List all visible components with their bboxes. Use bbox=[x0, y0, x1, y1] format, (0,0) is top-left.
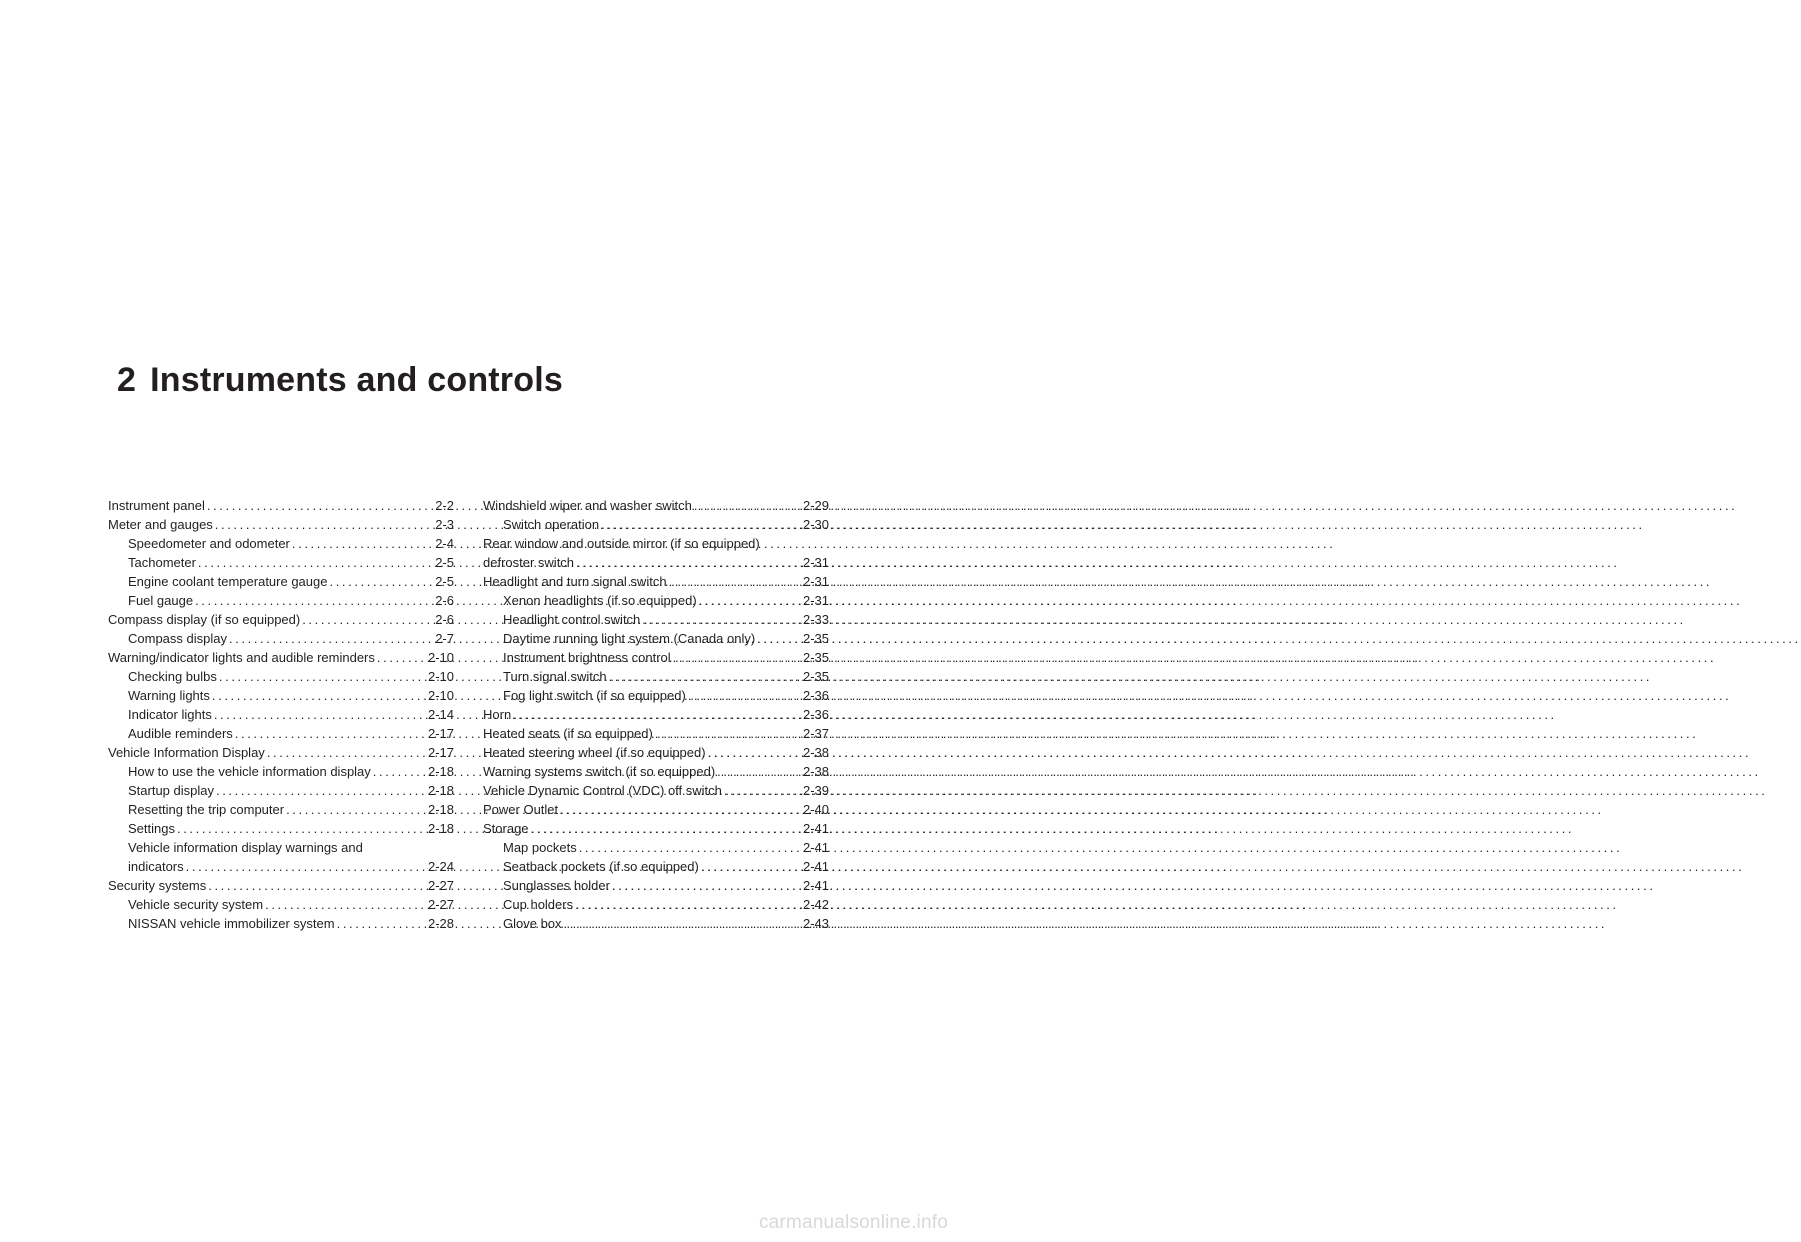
watermark: carmanualsonline.info bbox=[758, 1212, 948, 1233]
dot-leader bbox=[667, 572, 803, 591]
dot-leader bbox=[529, 819, 803, 838]
toc-entry-label: Vehicle Dynamic Control (VDC) off switch bbox=[483, 783, 722, 798]
toc-entry-page: 2-5 bbox=[435, 555, 454, 570]
toc-entry[interactable] bbox=[483, 857, 829, 876]
toc-entry-label: Heated steering wheel (if so equipped) bbox=[483, 745, 706, 760]
toc-entry[interactable] bbox=[483, 496, 829, 515]
toc-entry-label: Fog light switch (if so equipped) bbox=[503, 688, 686, 703]
toc-entry-page: 2-17 bbox=[427, 726, 454, 741]
toc-entry-label: Daytime running light system (Canada only) bbox=[503, 631, 756, 646]
toc-entry-page: 2-40 bbox=[802, 802, 829, 817]
toc-entry-label: Sunglasses holder bbox=[503, 878, 610, 893]
toc-entry[interactable] bbox=[108, 781, 454, 800]
toc-entry[interactable] bbox=[483, 800, 829, 819]
toc-entry[interactable] bbox=[108, 743, 454, 762]
toc-right-column bbox=[483, 496, 829, 933]
toc-entry[interactable] bbox=[483, 914, 829, 933]
dot-leader bbox=[577, 838, 803, 857]
toc-entry-label: Warning lights bbox=[128, 688, 210, 703]
toc-entry[interactable] bbox=[108, 724, 454, 743]
dot-leader bbox=[371, 762, 428, 781]
toc-entry-label-line1: Vehicle information display warnings and bbox=[128, 840, 363, 855]
toc-entry-label: Horn bbox=[483, 707, 512, 722]
dot-leader bbox=[196, 553, 435, 572]
dot-leader bbox=[692, 496, 803, 515]
toc-entry[interactable] bbox=[108, 686, 454, 705]
toc-entry[interactable] bbox=[483, 629, 829, 648]
dot-leader bbox=[265, 743, 428, 762]
toc-entry[interactable] bbox=[108, 572, 454, 591]
toc-entry-page: 2-37 bbox=[802, 726, 829, 741]
toc-entry-page: 2-30 bbox=[802, 517, 829, 532]
dot-leader bbox=[599, 515, 803, 534]
toc-entry-label: NISSAN vehicle immobilizer system bbox=[128, 916, 335, 931]
toc-entry-page: 2-4 bbox=[435, 536, 454, 551]
toc-entry-label: defroster switch bbox=[483, 555, 575, 570]
dot-leader bbox=[511, 705, 803, 724]
toc-entry[interactable] bbox=[108, 895, 454, 914]
toc-entry-label: Fuel gauge bbox=[128, 593, 194, 608]
toc-entry-page: 2-38 bbox=[802, 764, 829, 779]
dot-leader bbox=[558, 800, 803, 819]
toc-entry[interactable] bbox=[108, 667, 454, 686]
toc-entry-page: 2-31 bbox=[802, 574, 829, 589]
toc-entry-page: 2-3 bbox=[435, 517, 454, 532]
toc-entry-page: 2-28 bbox=[427, 916, 454, 931]
toc-entry-page: 2-10 bbox=[427, 688, 454, 703]
chapter-number: 2 bbox=[117, 361, 137, 399]
toc-entry[interactable] bbox=[483, 591, 829, 610]
toc-entry-page: 2-7 bbox=[435, 631, 454, 646]
toc-entry-label: Compass display (if so equipped) bbox=[108, 612, 301, 627]
dot-leader bbox=[640, 610, 803, 629]
toc-entry-label: Vehicle Information Display bbox=[108, 745, 265, 760]
dot-leader bbox=[686, 686, 803, 705]
dot-leader bbox=[193, 591, 435, 610]
toc-entry-label: Compass display bbox=[128, 631, 227, 646]
toc-entry[interactable] bbox=[108, 534, 454, 553]
toc-entry-label: Map pockets bbox=[503, 840, 577, 855]
toc-entry-label: Cup holders bbox=[503, 897, 574, 912]
dot-leader bbox=[653, 724, 803, 743]
toc-entry-page: 2-36 bbox=[802, 707, 829, 722]
toc-entry[interactable] bbox=[108, 553, 454, 572]
toc-entry-page: 2-35 bbox=[802, 669, 829, 684]
toc-entry-label: Security systems bbox=[108, 878, 207, 893]
dot-leader bbox=[755, 629, 803, 648]
toc-entry-label: Power Outlet bbox=[483, 802, 559, 817]
toc-entry-label: Glove box bbox=[503, 916, 562, 931]
toc-entry-label: Engine coolant temperature gauge bbox=[128, 574, 328, 589]
dot-leader bbox=[697, 591, 803, 610]
dot-leader bbox=[722, 781, 803, 800]
toc-entry-page: 2-10 bbox=[427, 669, 454, 684]
toc-entry[interactable] bbox=[108, 819, 454, 838]
toc-entry[interactable] bbox=[483, 667, 829, 686]
toc-entry-page: 2-10 bbox=[427, 650, 454, 665]
dot-leader bbox=[175, 819, 428, 838]
toc-entry-page: 2-17 bbox=[427, 745, 454, 760]
toc-entry[interactable] bbox=[483, 648, 829, 667]
toc-entry[interactable] bbox=[483, 724, 829, 743]
toc-entry-label: Headlight control switch bbox=[503, 612, 641, 627]
toc-entry-page: 2-5 bbox=[435, 574, 454, 589]
toc-entry[interactable] bbox=[483, 515, 829, 534]
dot-leader bbox=[213, 515, 435, 534]
dot-leader bbox=[610, 876, 803, 895]
toc-entry[interactable] bbox=[108, 857, 454, 876]
toc-entry[interactable] bbox=[483, 610, 829, 629]
toc-entry[interactable] bbox=[108, 610, 454, 629]
toc-entry[interactable] bbox=[483, 572, 829, 591]
toc-entry[interactable] bbox=[108, 876, 454, 895]
dot-leader bbox=[233, 724, 428, 743]
toc-entry-label: Meter and gauges bbox=[108, 517, 213, 532]
dot-leader bbox=[210, 686, 428, 705]
dot-leader bbox=[184, 857, 428, 876]
toc-entry-label: Tachometer bbox=[128, 555, 196, 570]
toc-entry[interactable] bbox=[108, 629, 454, 648]
dot-leader bbox=[573, 895, 803, 914]
dot-leader bbox=[335, 914, 428, 933]
toc-entry[interactable] bbox=[483, 743, 829, 762]
toc-entry-page: 2-27 bbox=[427, 878, 454, 893]
toc-entry-label: Instrument brightness control bbox=[503, 650, 671, 665]
toc-entry[interactable] bbox=[483, 781, 829, 800]
toc-entry-label: Headlight and turn signal switch bbox=[483, 574, 667, 589]
toc-entry-label: indicators bbox=[128, 859, 184, 874]
toc-entry-label: How to use the vehicle information display bbox=[128, 764, 371, 779]
toc-entry-label: Instrument panel bbox=[108, 498, 205, 513]
dot-leader bbox=[205, 496, 435, 515]
toc-entry-label: Storage bbox=[483, 821, 529, 836]
toc-entry-page: 2-41 bbox=[802, 840, 829, 855]
dot-leader bbox=[290, 534, 435, 553]
toc-entry-page: 2-31 bbox=[802, 593, 829, 608]
dot-leader bbox=[214, 781, 428, 800]
toc-entry-page: 2-39 bbox=[802, 783, 829, 798]
dot-leader bbox=[227, 629, 435, 648]
toc-entry-page: 2-31 bbox=[802, 555, 829, 570]
toc-entry[interactable] bbox=[108, 800, 454, 819]
toc-entry[interactable] bbox=[483, 686, 829, 705]
toc-left-column bbox=[108, 496, 454, 933]
toc-entry-label: Indicator lights bbox=[128, 707, 212, 722]
toc-entry-page: 2-43 bbox=[802, 916, 829, 931]
toc-entry-page: 2-18 bbox=[427, 783, 454, 798]
toc-entry[interactable] bbox=[108, 591, 454, 610]
dot-leader bbox=[715, 762, 803, 781]
dot-leader bbox=[300, 610, 435, 629]
toc-entry[interactable] bbox=[483, 705, 829, 724]
toc-entry-page: 2-27 bbox=[427, 897, 454, 912]
toc-entry[interactable] bbox=[108, 705, 454, 724]
toc-entry[interactable] bbox=[108, 648, 454, 667]
dot-leader bbox=[263, 895, 428, 914]
toc-entry-page: 2-6 bbox=[435, 612, 454, 627]
toc-entry-label: Warning systems switch (if so equipped) bbox=[483, 764, 716, 779]
dot-leader bbox=[375, 648, 428, 667]
toc-entry-page: 2-35 bbox=[802, 631, 829, 646]
toc-entry-label: Turn signal switch bbox=[503, 669, 607, 684]
dot-leader bbox=[699, 857, 803, 876]
toc-entry-page: 2-35 bbox=[802, 650, 829, 665]
toc-entry-label-line1: Rear window and outside mirror (if so equipped) bbox=[483, 536, 760, 551]
dot-leader bbox=[671, 648, 803, 667]
toc-entry-label: Warning/indicator lights and audible reminders bbox=[108, 650, 375, 665]
toc-entry-page: 2-33 bbox=[802, 612, 829, 627]
toc-entry-page: 2-42 bbox=[802, 897, 829, 912]
toc-entry-label: Vehicle security system bbox=[128, 897, 264, 912]
toc-entry[interactable] bbox=[108, 496, 454, 515]
toc-entry-page: 2-38 bbox=[802, 745, 829, 760]
dot-leader bbox=[284, 800, 428, 819]
dot-leader bbox=[217, 667, 428, 686]
toc-entry[interactable] bbox=[483, 876, 829, 895]
toc-entry-page: 2-18 bbox=[427, 821, 454, 836]
dot-leader bbox=[206, 876, 428, 895]
toc-entry-label: Switch operation bbox=[503, 517, 600, 532]
toc-entry-label: Speedometer and odometer bbox=[128, 536, 290, 551]
toc-entry-label: Seatback pockets (if so equipped) bbox=[503, 859, 699, 874]
toc-entry-page: 2-18 bbox=[427, 802, 454, 817]
toc-entry-label: Xenon headlights (if so equipped) bbox=[503, 593, 697, 608]
toc-entry-label: Startup display bbox=[128, 783, 214, 798]
dot-leader bbox=[212, 705, 428, 724]
toc-entry[interactable] bbox=[108, 762, 454, 781]
toc-entry[interactable] bbox=[483, 762, 829, 781]
toc-entry-label: Resetting the trip computer bbox=[128, 802, 285, 817]
toc-entry-page: 2-41 bbox=[802, 878, 829, 893]
toc-entry[interactable] bbox=[483, 553, 829, 572]
chapter-title-text: Instruments and controls bbox=[150, 361, 563, 399]
toc-entry-page: 2-18 bbox=[427, 764, 454, 779]
chapter-title bbox=[117, 361, 563, 400]
toc-entry-page: 2-41 bbox=[802, 859, 829, 874]
toc-entry-page: 2-36 bbox=[802, 688, 829, 703]
toc-entry-page: 2-24 bbox=[427, 859, 454, 874]
toc-entry-label: Audible reminders bbox=[128, 726, 233, 741]
toc-entry-label: Heated seats (if so equipped) bbox=[483, 726, 653, 741]
toc-entry-page: 2-14 bbox=[427, 707, 454, 722]
dot-leader bbox=[562, 914, 803, 933]
toc-entry[interactable] bbox=[483, 838, 829, 857]
dot-leader bbox=[327, 572, 435, 591]
toc-entry-label: Checking bulbs bbox=[128, 669, 217, 684]
toc-entry-page: 2-29 bbox=[802, 498, 829, 513]
toc-entry-page: 2-2 bbox=[435, 498, 454, 513]
toc-entry[interactable] bbox=[483, 895, 829, 914]
dot-leader bbox=[607, 667, 803, 686]
toc-entry[interactable] bbox=[483, 819, 829, 838]
toc-entry[interactable] bbox=[108, 515, 454, 534]
toc-entry-page: 2-41 bbox=[802, 821, 829, 836]
dot-leader bbox=[706, 743, 803, 762]
toc-entry-label: Settings bbox=[128, 821, 175, 836]
toc-entry-label: Windshield wiper and washer switch bbox=[483, 498, 692, 513]
toc-entry-page: 2-6 bbox=[435, 593, 454, 608]
dot-leader bbox=[574, 553, 803, 572]
toc-entry[interactable] bbox=[108, 914, 454, 933]
